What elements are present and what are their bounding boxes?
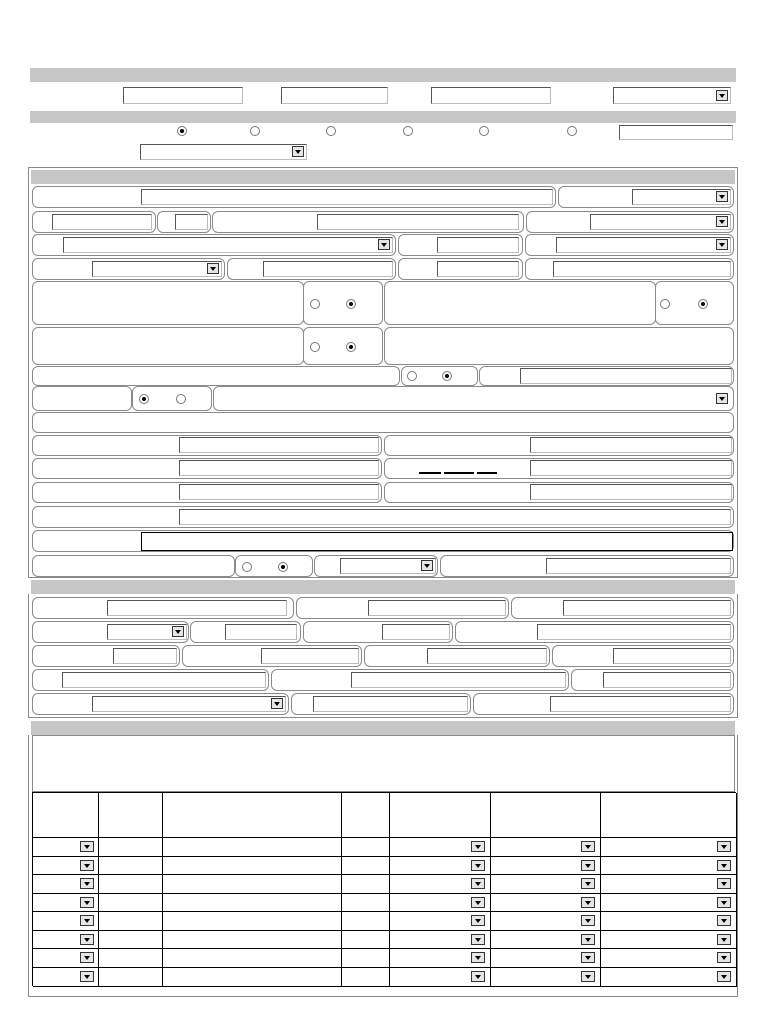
s3-group xyxy=(511,597,734,619)
status-radio-6[interactable] xyxy=(567,126,577,136)
s7-input[interactable] xyxy=(537,624,731,640)
question-2-yes-radio[interactable] xyxy=(660,299,670,309)
row-select-6-dropdown[interactable] xyxy=(717,952,731,963)
s16-input[interactable] xyxy=(313,696,468,712)
row-select-4-dropdown[interactable] xyxy=(471,934,485,945)
s7-group xyxy=(455,621,734,643)
select-b-group xyxy=(526,211,734,233)
s17-group xyxy=(473,693,734,715)
table-row xyxy=(33,875,737,894)
second-section-bar xyxy=(31,580,735,594)
row-c-right-group xyxy=(384,482,734,503)
column-header xyxy=(99,793,163,838)
field-b-group xyxy=(212,211,524,233)
wide-select-group xyxy=(32,234,396,256)
s11-group xyxy=(552,645,734,667)
question-5-box xyxy=(32,366,400,386)
row-select-5-dropdown[interactable] xyxy=(581,952,595,963)
question-5-options xyxy=(401,366,478,386)
wide-select[interactable] xyxy=(63,237,393,253)
chevron-down-icon xyxy=(716,191,728,202)
s5-input[interactable] xyxy=(225,624,297,640)
name-input[interactable] xyxy=(141,189,553,205)
row-d-input[interactable] xyxy=(179,509,731,525)
field-e-input[interactable] xyxy=(437,261,519,277)
table-row xyxy=(33,931,737,950)
question-3-options xyxy=(303,327,383,365)
row-select-0-dropdown[interactable] xyxy=(80,841,94,852)
question-1-yes-radio[interactable] xyxy=(310,299,320,309)
row-select-6-dropdown[interactable] xyxy=(717,971,731,982)
column-header xyxy=(163,793,342,838)
row-a-group xyxy=(32,435,382,456)
row-select-4-dropdown[interactable] xyxy=(471,897,485,908)
question-6-yes-radio[interactable] xyxy=(139,394,149,404)
status-radio-1[interactable] xyxy=(177,126,187,136)
s14-input[interactable] xyxy=(603,672,731,688)
s4-select[interactable] xyxy=(107,624,187,640)
s14-group xyxy=(571,669,734,691)
status-dropdown[interactable] xyxy=(140,144,307,160)
select-d[interactable] xyxy=(92,261,222,277)
s8-group xyxy=(32,645,180,667)
row-select-0-dropdown[interactable] xyxy=(80,934,94,945)
table-description-box xyxy=(32,735,735,792)
s9-group xyxy=(182,645,362,667)
s2-input[interactable] xyxy=(368,600,506,616)
select-c[interactable] xyxy=(556,237,731,253)
column-header xyxy=(390,793,491,838)
question-7-options xyxy=(235,555,313,577)
s4-group xyxy=(32,621,189,643)
question-1-options xyxy=(303,281,383,325)
chevron-down-icon xyxy=(716,216,728,227)
question-2-options xyxy=(655,281,734,325)
header-field-1-input[interactable] xyxy=(123,87,243,104)
s8-input[interactable] xyxy=(113,648,177,664)
id-a-input[interactable] xyxy=(52,214,152,230)
row-select-4-dropdown[interactable] xyxy=(471,841,485,852)
s15-group xyxy=(32,693,289,715)
select-f[interactable] xyxy=(340,558,436,574)
select-c-group xyxy=(525,234,734,256)
chevron-down-icon xyxy=(716,393,728,404)
id-a-field-group xyxy=(32,211,156,233)
select-f-group xyxy=(314,555,438,577)
column-header xyxy=(33,793,99,838)
column-header xyxy=(601,793,737,838)
row-a-right-input[interactable] xyxy=(530,437,732,453)
row-select-4-dropdown[interactable] xyxy=(471,860,485,871)
chevron-down-icon xyxy=(292,146,304,157)
s5-group xyxy=(190,621,301,643)
s12-input[interactable] xyxy=(62,672,266,688)
s16-group xyxy=(291,693,471,715)
row-select-4-dropdown[interactable] xyxy=(471,915,485,926)
row-select-5-dropdown[interactable] xyxy=(581,971,595,982)
header-field-2-input[interactable] xyxy=(281,87,388,104)
header-section-bar xyxy=(30,68,736,82)
row-select-5-dropdown[interactable] xyxy=(581,878,595,889)
column-header xyxy=(342,793,390,838)
s2-group xyxy=(296,597,509,619)
s9-input[interactable] xyxy=(261,648,359,664)
field-h-input[interactable] xyxy=(546,558,731,574)
row-select-4-dropdown[interactable] xyxy=(471,952,485,963)
field-h-group xyxy=(440,555,734,577)
category-select[interactable] xyxy=(632,189,731,205)
status-radio-5[interactable] xyxy=(479,126,489,136)
field-g-input[interactable] xyxy=(520,368,732,384)
table-row xyxy=(33,968,737,988)
row-select-0-dropdown[interactable] xyxy=(80,952,94,963)
question-7-box xyxy=(32,555,235,577)
dash-line-1 xyxy=(419,472,441,474)
row-c-group xyxy=(32,482,382,503)
row-select-6-dropdown[interactable] xyxy=(717,860,731,871)
data-table xyxy=(32,792,736,986)
row-select-5-dropdown[interactable] xyxy=(581,897,595,908)
row-select-0-dropdown[interactable] xyxy=(80,860,94,871)
chevron-down-icon xyxy=(716,239,728,250)
question-7-yes-radio[interactable] xyxy=(242,562,252,572)
row-e-input[interactable] xyxy=(141,532,733,551)
question-6-box xyxy=(32,386,132,411)
question-3-box xyxy=(32,327,304,365)
s11-input[interactable] xyxy=(613,648,731,664)
select-e-group xyxy=(213,386,734,411)
question-4-box xyxy=(384,327,734,365)
row-b-right-group xyxy=(384,458,734,479)
table-row xyxy=(33,838,737,857)
field-c-input[interactable] xyxy=(437,237,519,253)
table-row xyxy=(33,894,737,913)
select-b[interactable] xyxy=(590,214,731,230)
main-section-bar xyxy=(31,170,735,184)
chevron-down-icon xyxy=(271,698,283,709)
note-box xyxy=(32,412,734,433)
s1-group xyxy=(32,597,294,619)
field-d-group xyxy=(227,258,396,280)
question-2-box xyxy=(384,281,656,325)
row-c-input[interactable] xyxy=(179,484,379,500)
table-row xyxy=(33,949,737,968)
select-e[interactable] xyxy=(216,390,731,407)
row-select-6-dropdown[interactable] xyxy=(717,897,731,908)
question-6-options xyxy=(132,386,212,411)
s12-group xyxy=(32,669,269,691)
row-select-4-dropdown[interactable] xyxy=(471,878,485,889)
header-field-3-input[interactable] xyxy=(431,87,551,104)
row-b-right-input[interactable] xyxy=(530,460,732,476)
field-f-input[interactable] xyxy=(553,261,731,277)
status-radio-3[interactable] xyxy=(326,126,336,136)
status-other-input[interactable] xyxy=(619,125,733,140)
question-5-yes-radio[interactable] xyxy=(407,371,417,381)
table-section-bar xyxy=(31,721,735,735)
question-2-no-radio[interactable] xyxy=(698,299,708,309)
s1-input[interactable] xyxy=(107,600,287,616)
row-select-5-dropdown[interactable] xyxy=(581,860,595,871)
question-1-box xyxy=(32,281,304,325)
id-b-field-group xyxy=(157,211,211,233)
s13-input[interactable] xyxy=(351,672,566,688)
s3-input[interactable] xyxy=(563,600,731,616)
row-select-5-dropdown[interactable] xyxy=(581,841,595,852)
id-b-input[interactable] xyxy=(175,214,208,230)
question-5-no-radio[interactable] xyxy=(442,371,452,381)
chevron-down-icon xyxy=(378,239,390,250)
row-c-right-input[interactable] xyxy=(530,484,732,500)
chevron-down-icon xyxy=(421,560,433,571)
s10-group xyxy=(364,645,550,667)
question-1-no-radio[interactable] xyxy=(346,299,356,309)
table-row xyxy=(33,912,737,931)
row-select-6-dropdown[interactable] xyxy=(717,878,731,889)
row-select-4-dropdown[interactable] xyxy=(471,971,485,982)
s17-input[interactable] xyxy=(550,696,731,712)
chevron-down-icon xyxy=(716,90,728,101)
row-select-0-dropdown[interactable] xyxy=(80,897,94,908)
status-radio-2[interactable] xyxy=(250,126,260,136)
column-header xyxy=(491,793,601,838)
field-c-group xyxy=(398,234,523,256)
name-field-group xyxy=(32,186,556,208)
row-select-6-dropdown[interactable] xyxy=(717,915,731,926)
field-f-group xyxy=(525,258,734,280)
s6-group xyxy=(303,621,453,643)
dash-line-2 xyxy=(444,472,474,474)
s13-group xyxy=(271,669,569,691)
question-3-no-radio[interactable] xyxy=(346,342,356,352)
header-field-4-select[interactable] xyxy=(613,87,731,104)
row-select-6-dropdown[interactable] xyxy=(717,934,731,945)
question-7-no-radio[interactable] xyxy=(278,562,288,572)
category-field-group xyxy=(558,186,734,208)
field-g-group xyxy=(479,366,734,386)
chevron-down-icon xyxy=(207,263,219,274)
row-select-5-dropdown[interactable] xyxy=(581,934,595,945)
s10-input[interactable] xyxy=(427,648,547,664)
field-b-input[interactable] xyxy=(317,214,519,230)
chevron-down-icon xyxy=(172,626,184,637)
row-b-group xyxy=(32,458,382,479)
status-section-bar xyxy=(30,111,736,123)
row-select-6-dropdown[interactable] xyxy=(717,841,731,852)
row-a-input[interactable] xyxy=(179,437,379,453)
question-3-yes-radio[interactable] xyxy=(310,342,320,352)
row-select-0-dropdown[interactable] xyxy=(80,915,94,926)
select-d-group xyxy=(32,258,225,280)
table-row xyxy=(33,857,737,876)
row-select-0-dropdown[interactable] xyxy=(80,971,94,982)
row-d-group xyxy=(32,506,734,528)
dash-line-3 xyxy=(477,472,497,474)
row-select-0-dropdown[interactable] xyxy=(80,878,94,889)
row-b-input[interactable] xyxy=(179,460,379,476)
row-a-right-group xyxy=(384,435,734,456)
s6-input[interactable] xyxy=(382,624,450,640)
field-e-group xyxy=(398,258,523,280)
row-select-5-dropdown[interactable] xyxy=(581,915,595,926)
status-radio-4[interactable] xyxy=(403,126,413,136)
field-d-input[interactable] xyxy=(263,261,393,277)
s15-select[interactable] xyxy=(92,696,286,712)
question-6-no-radio[interactable] xyxy=(176,394,186,404)
row-e-group xyxy=(32,530,734,552)
